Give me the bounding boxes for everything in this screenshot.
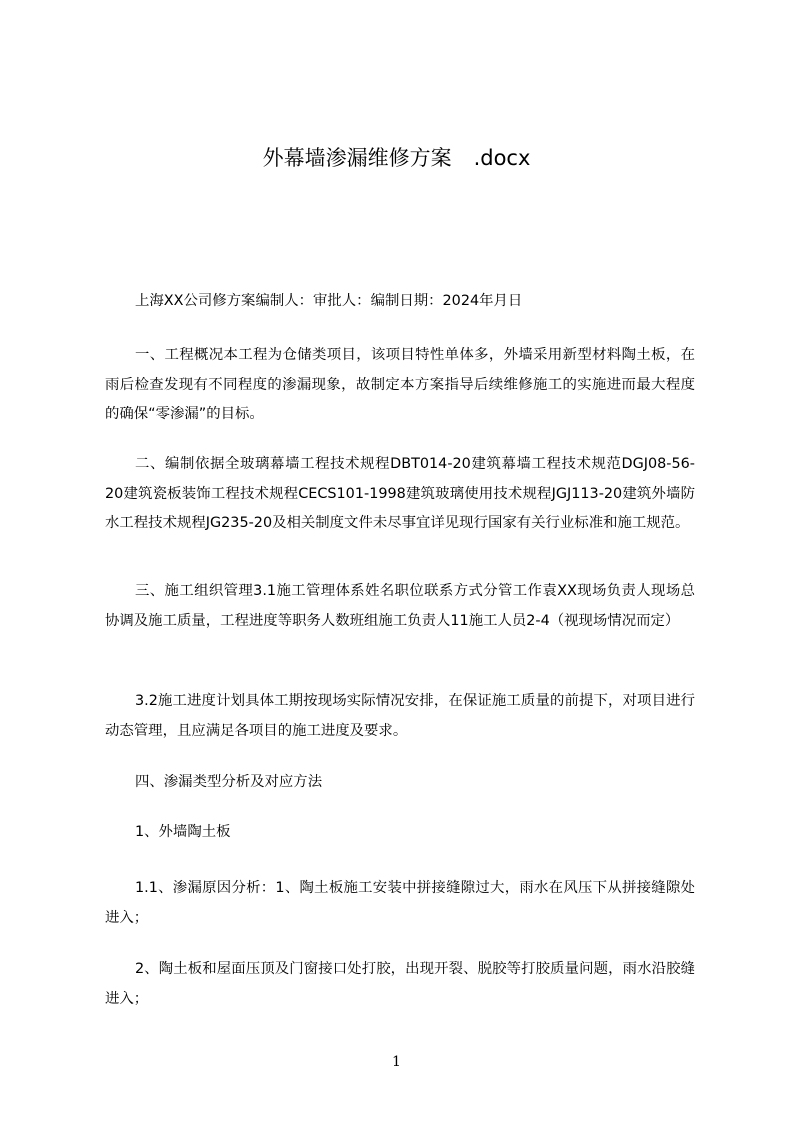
page-number: 1	[392, 1054, 401, 1070]
paragraph-project-overview: 一、工程概况本工程为仓储类项目，该项目特性单体多，外墙采用新型材料陶土板，在雨后检查发现有不同程度的渗漏现象，故制定本方案指导后续维修施工的实施进而最大程度的确保“零渗漏”的目标。	[105, 347, 695, 422]
section-heading-leak-analysis: 四、渗漏类型分析及对应方法	[135, 774, 323, 790]
paragraph-cause-2: 2、陶土板和屋面压顶及门窗接口处打胶，出现开裂、脱胶等打胶质量问题，雨水沿胶缝进入；	[105, 961, 695, 1007]
paragraph-basis: 二、编制依据全玻璃幕墙工程技术规程DBT014-20建筑幕墙工程技术规范DGJ08-56-20建筑瓷板装饰工程技术规程CECS101-1998建筑玻璃使用技术规程JGJ113-20建筑外墙防水工程技术规程JG235-20及相关制度文件未尽事宜详见现行国家有关行业标准和施工规范。	[105, 456, 695, 531]
document-title-text: 外幕墙渗漏维修方案	[262, 146, 452, 170]
paragraph-cause-1: 1.1、渗漏原因分析：1、陶土板施工安装中拼接缝隙过大，雨水在风压下从拼接缝隙处进入；	[105, 880, 695, 926]
paragraph-organization: 三、施工组织管理3.1施工管理体系姓名职位联系方式分管工作袁XX现场负责人现场总协调及施工质量，工程进度等职务人数班组施工负责人11施工人员2-4（视现场情况而定）	[105, 583, 695, 629]
document-title	[0, 143, 793, 173]
author-line: 上海XX公司修方案编制人：审批人：编制日期：2024年月日	[135, 293, 523, 309]
paragraph-schedule: 3.2施工进度计划具体工期按现场实际情况安排，在保证施工质量的前提下，对项目进行动态管理，且应满足各项目的施工进度及要求。	[105, 693, 695, 739]
document-title-extension: .docx	[473, 146, 531, 170]
subsection-heading-terracotta: 1、外墙陶土板	[135, 824, 231, 840]
